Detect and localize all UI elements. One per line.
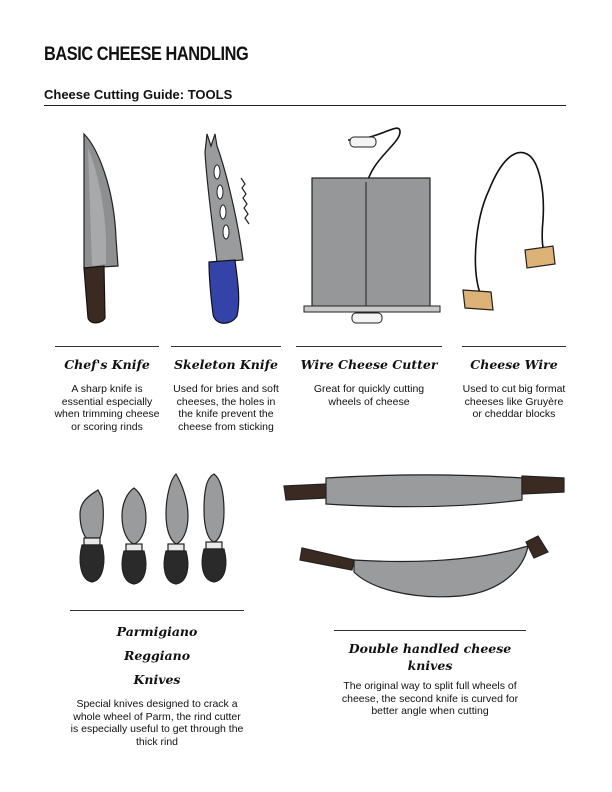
tool-divider [462, 346, 566, 347]
tool-description: The original way to split full wheels of cheese, the second knife is curved for better angle when cutting [341, 680, 519, 717]
tool-card-parmigiano-knives [70, 610, 244, 748]
tool-card-chefs-knife [54, 346, 160, 433]
chefs-knife-icon [70, 128, 130, 328]
tool-name: Wire Cheese Cutter [300, 357, 438, 372]
tool-name: Double handled cheese knives [348, 641, 512, 673]
tool-description: Used to cut big format cheeses like Gruyère or cheddar blocks [462, 383, 566, 420]
tool-divider [70, 610, 244, 611]
tool-name: Parmigiano Reggiano Knives [116, 624, 198, 687]
tool-divider [55, 346, 159, 347]
double-handled-knives-icon [280, 468, 570, 608]
header-divider [44, 105, 566, 106]
tool-card-double-handled-knives [334, 630, 526, 718]
tool-divider [296, 346, 442, 347]
tool-description: Special knives designed to crack a whole wheel of Parm, the rind cutter is especially useful to get through the thick rind [70, 698, 244, 748]
tool-description: Used for bries and soft cheeses, the holes in the knife prevent the cheese from sticking [173, 383, 279, 433]
page-title: BASIC CHEESE HANDLING [44, 44, 249, 65]
tool-name: Skeleton Knife [174, 357, 278, 372]
parmigiano-knives-icon [72, 470, 237, 590]
tool-name: Chef's Knife [64, 357, 150, 372]
page-subtitle: Cheese Cutting Guide: TOOLS [44, 87, 233, 102]
tool-card-cheese-wire [462, 346, 566, 421]
wire-cheese-cutter-icon [300, 120, 445, 330]
tool-divider [334, 630, 526, 631]
skeleton-knife-icon [195, 128, 265, 328]
tool-card-skeleton-knife [170, 346, 282, 433]
tool-card-wire-cheese-cutter [296, 346, 442, 408]
tool-description: A sharp knife is essential especially when trimming cheese or scoring rinds [54, 383, 160, 433]
tool-description: Great for quickly cutting wheels of cheese [313, 383, 425, 408]
cheese-wire-icon [455, 120, 565, 320]
tool-divider [171, 346, 281, 347]
tool-name: Cheese Wire [470, 357, 558, 372]
